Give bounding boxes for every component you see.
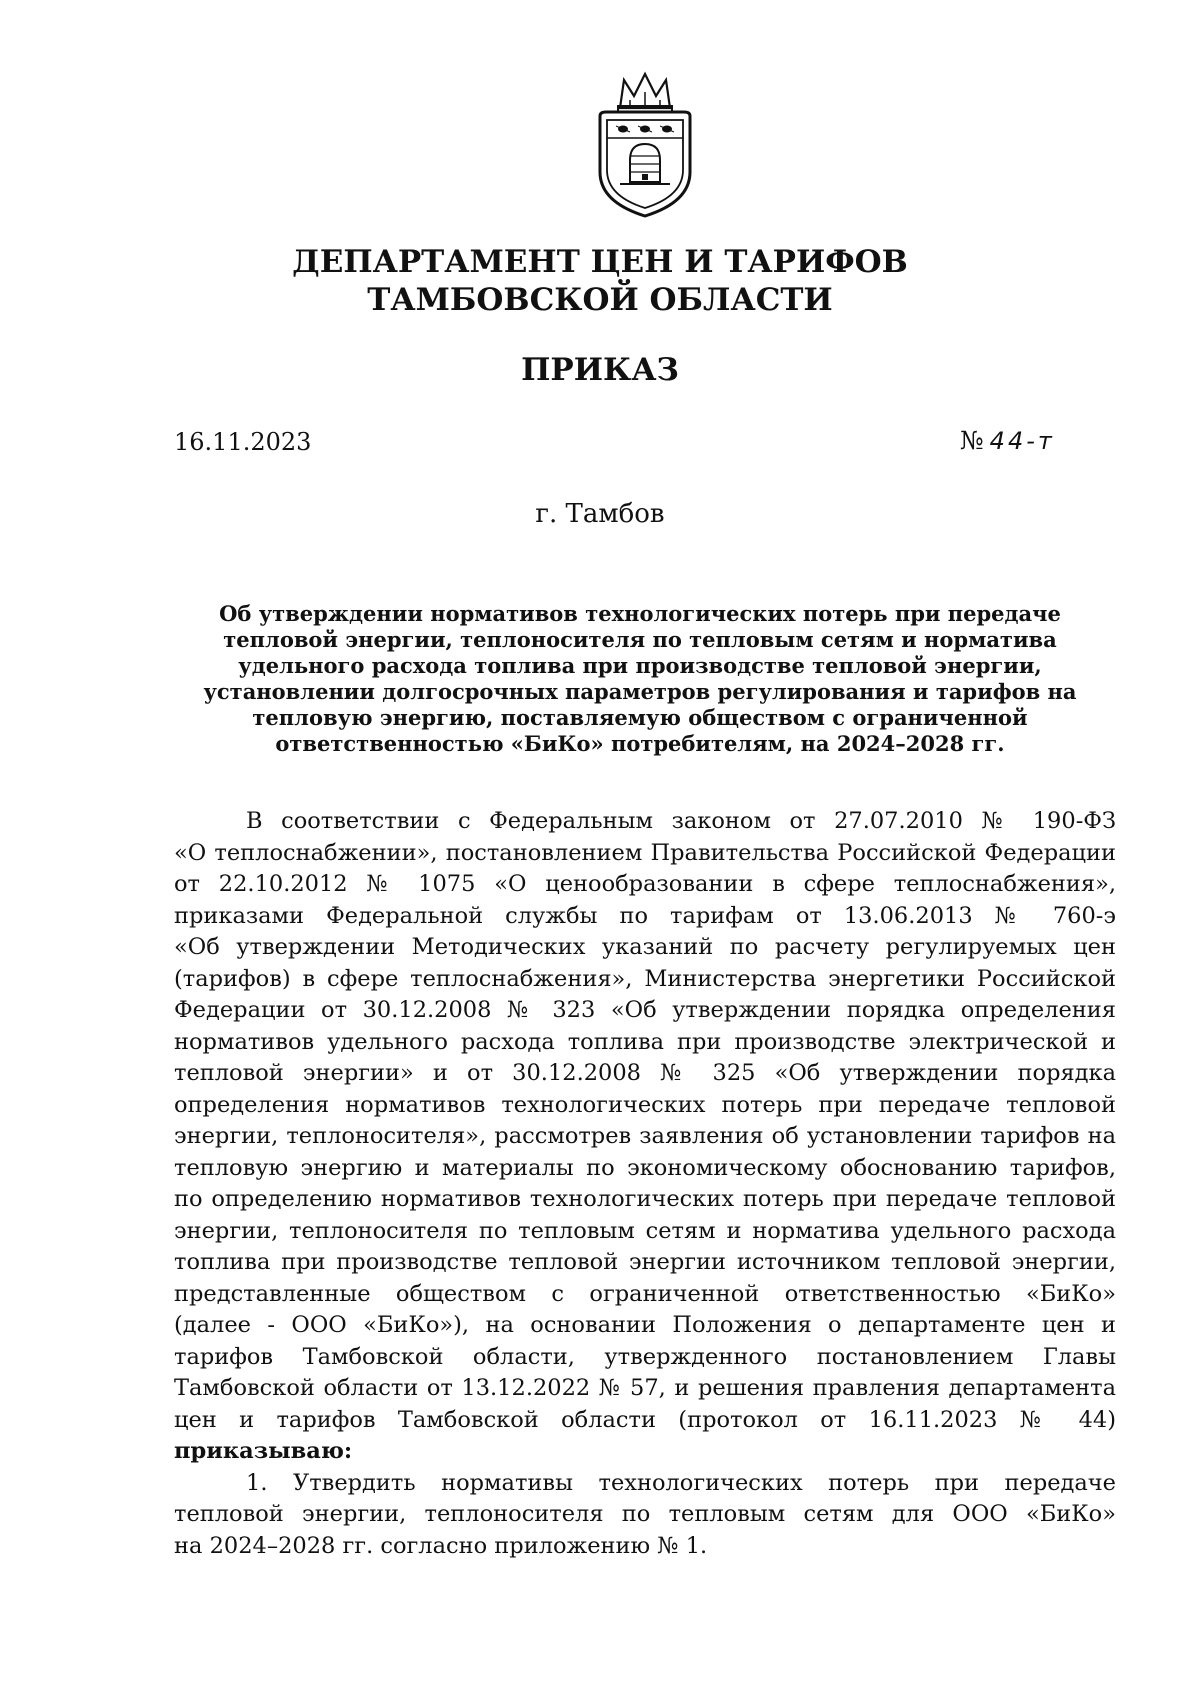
- preamble-line: Тамбовской области от 13.12.2022 № 57, и решения правления департамента: [174, 1375, 1116, 1401]
- preamble-line: энергии, теплоносителя по тепловым сетям и норматива удельного расхода: [174, 1217, 1116, 1244]
- item1-line: тепловой энергии, теплоносителя по тепловым сетям для ООО «БиКо»: [174, 1501, 1116, 1527]
- preamble-line: тарифов Тамбовской области, утвержденного постановлением Главы: [174, 1343, 1116, 1370]
- item1-line: 1. Утвердить нормативы технологических потерь при передаче: [246, 1469, 1116, 1496]
- preamble-line: В соответствии с Федеральным законом от 27.07.2010 № 190-ФЗ: [246, 808, 1116, 834]
- preamble-line: определения нормативов технологических потерь при передаче тепловой: [174, 1091, 1116, 1118]
- preamble-line: нормативов удельного расхода топлива при производстве электрической и: [174, 1028, 1116, 1055]
- preamble-line: топлива при производстве тепловой энергии источником тепловой энергии,: [174, 1249, 1116, 1275]
- preamble-line: приказами Федеральной службы по тарифам от 13.06.2013 № 760-э: [174, 902, 1116, 929]
- preamble-line: энергии, теплоносителя», рассмотрев заявления об установлении тарифов на: [174, 1123, 1116, 1149]
- preamble-line: (тарифов) в сфере теплоснабжения», Министерства энергетики Российской: [174, 965, 1116, 992]
- order-body: [174, 806, 1116, 1562]
- department-name-line1: ДЕПАРТАМЕНТ ЦЕН И ТАРИФОВ: [292, 244, 908, 280]
- city-name: г. Тамбов: [535, 499, 665, 529]
- preamble-line: цен и тарифов Тамбовской области (протокол от 16.11.2023 № 44): [174, 1406, 1116, 1433]
- subject-line: тепловой энергии, теплоносителя по тепловым сетям и норматива: [223, 627, 1057, 652]
- order-number-value: 44-т: [989, 427, 1055, 455]
- preamble-line: по определению нормативов технологических потерь при передаче тепловой: [174, 1186, 1116, 1212]
- order-date: 16.11.2023: [174, 428, 312, 456]
- operative-word: приказываю:: [174, 1438, 353, 1464]
- preamble-line: от 22.10.2012 № 1075 «О ценообразовании в сфере теплоснабжения»,: [174, 871, 1116, 897]
- coat-of-arms-icon: [590, 70, 700, 220]
- preamble-line: (далее - ООО «БиКо»), на основании Положения о департаменте цен и: [174, 1312, 1116, 1338]
- subject-line: тепловую энергию, поставляемую обществом с ограниченной: [252, 705, 1028, 730]
- preamble-line: «О теплоснабжении», постановлением Правительства Российской Федерации: [174, 839, 1116, 866]
- item1-line: на 2024–2028 гг. согласно приложению № 1.: [174, 1532, 708, 1559]
- order-subject: [190, 601, 1090, 757]
- subject-line: Об утверждении нормативов технологических потерь при передаче: [219, 601, 1061, 626]
- subject-line: ответственностью «БиКо» потребителям, на 2024–2028 гг.: [275, 731, 1005, 756]
- preamble-line: тепловую энергию и материалы по экономическому обоснованию тарифов,: [174, 1154, 1116, 1181]
- subject-line: удельного расхода топлива при производстве тепловой энергии,: [238, 653, 1042, 678]
- preamble-line: Федерации от 30.12.2008 № 323 «Об утверждении порядка определения: [174, 997, 1116, 1023]
- order-number-label: №: [960, 426, 984, 455]
- preamble-line: «Об утверждении Методических указаний по расчету регулируемых цен: [174, 934, 1116, 960]
- order-number: [960, 426, 1055, 455]
- department-name-line2: ТАМБОВСКОЙ ОБЛАСТИ: [367, 282, 833, 318]
- preamble-line: представленные обществом с ограниченной ответственностью «БиКо»: [174, 1280, 1116, 1307]
- subject-line: установлении долгосрочных параметров регулирования и тарифов на: [203, 679, 1077, 704]
- preamble-line: тепловой энергии» и от 30.12.2008 № 325 «Об утверждении порядка: [174, 1060, 1116, 1086]
- document-type-title: ПРИКАЗ: [521, 352, 679, 388]
